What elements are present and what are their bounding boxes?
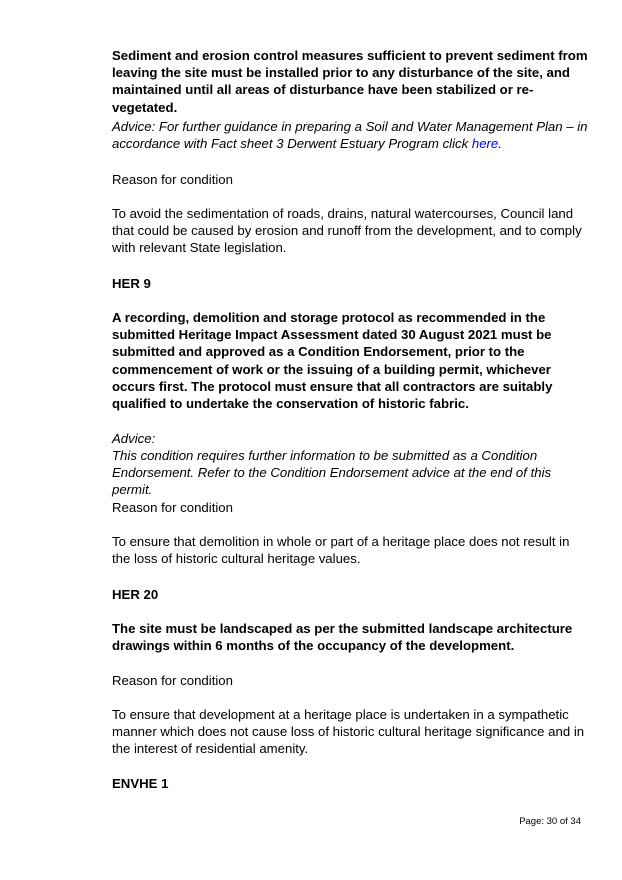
condition-text-her20: The site must be landscaped as per the submitted landscape architecture drawings within 6 months of the occupancy of the development. [112, 621, 573, 654]
here-link[interactable]: here [471, 136, 499, 152]
condition-text-sediment: Sediment and erosion control measures sufficient to prevent sediment from leaving the site must be installed prior to any disturbance of the site, and maintained until all areas of disturbance have been stabilized or re-vegetated. [112, 48, 588, 115]
reason-heading-1: Reason for condition [112, 172, 233, 187]
advice-text: Advice: For further guidance in preparing a Soil and Water Management Plan – in accordance with Fact sheet 3 Derwent Estuary Program click [112, 119, 588, 152]
condition-heading-her9: HER 9 [112, 276, 151, 291]
reason-text-sedimentation: To avoid the sedimentation of roads, drains, natural watercourses, Council land that could be caused by erosion and runoff from the development, and to comply with relevant State legislation. [112, 206, 582, 256]
reason-text-heritage: To ensure that development at a heritage place is undertaken in a sympathetic manner which does not cause loss of historic cultural heritage significance and in the interest of residential amenity. [112, 707, 585, 757]
advice-period: . [498, 136, 502, 152]
condition-heading-envhe1: ENVHE 1 [112, 776, 169, 791]
advice-text-her9: This condition requires further information to be submitted as a Condition Endorsement. Refer to the Condition Endorsement advice at the end of this permit. [112, 448, 552, 498]
condition-text-her9: A recording, demolition and storage protocol as recommended in the submitted Heritage Impact Assessment dated 30 August 2021 must be submitted and approved as a Condition Endorsement, prior to the commencement of work or the issuing of a building permit, whichever occurs first. The protocol must ensure that all contractors are suitably qualified to undertake the conservation of historic fabric. [112, 310, 553, 412]
condition-heading-her20: HER 20 [112, 587, 159, 602]
advice-soil-water [112, 118, 588, 152]
reason-heading-2: Reason for condition [112, 500, 233, 515]
advice-title-her9: Advice: [112, 431, 156, 446]
reason-text-demolition: To ensure that demolition in whole or part of a heritage place does not result in the loss of historic cultural heritage values. [112, 534, 570, 567]
reason-heading-3: Reason for condition [112, 673, 233, 688]
page-number: Page: 30 of 34 [519, 816, 581, 827]
